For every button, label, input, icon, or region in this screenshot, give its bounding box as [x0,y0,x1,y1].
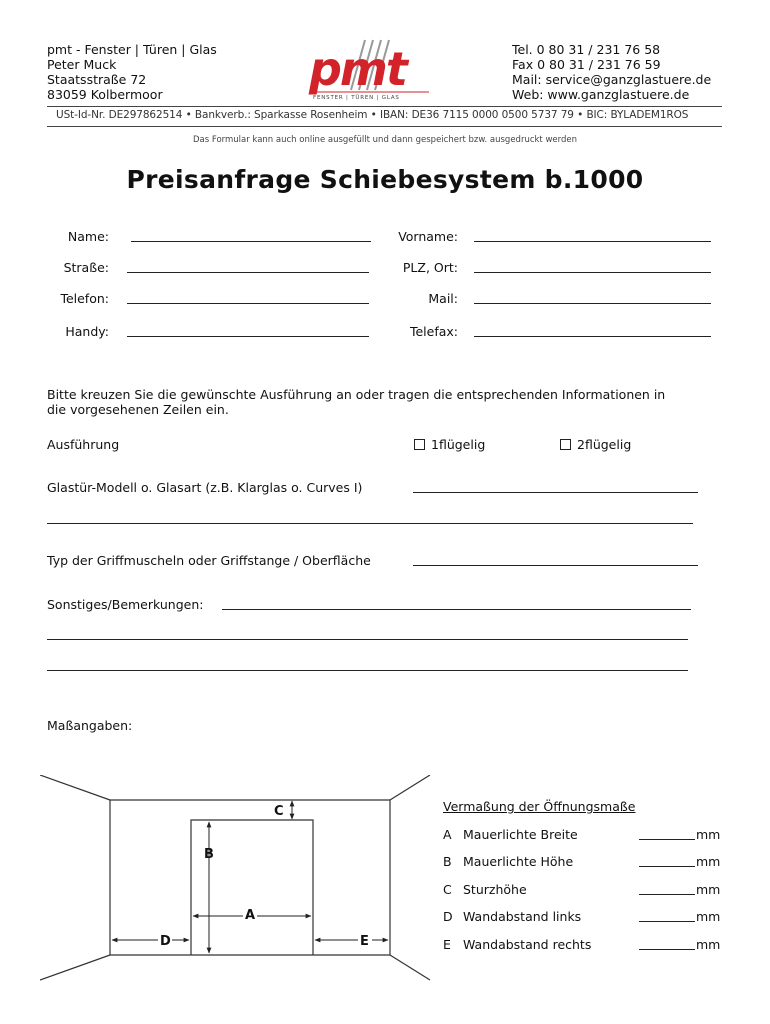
measurement-row-c [443,882,527,897]
diagram-label-e: E [360,934,369,949]
option-2fluegelig-label: 2flügelig [577,437,632,452]
remarks-field-1[interactable] [222,609,691,610]
company-address [47,42,217,102]
row-d-key: D [443,909,453,924]
measurements-title: Vermaßung der Öffnungsmaße [443,799,636,814]
diagram-label-d: D [160,934,171,949]
vorname-field[interactable] [474,241,711,242]
row-a-label: Mauerlichte Breite [463,827,578,842]
row-a-key: A [443,827,452,842]
measurement-row-b [443,854,573,869]
measurement-e-field[interactable] [639,949,695,950]
option-1fluegelig-label: 1flügelig [431,437,486,452]
handy-label: Handy: [65,324,109,339]
telefon-field[interactable] [127,303,369,304]
unit-e: mm [696,937,721,952]
name-label: Name: [67,229,109,244]
name-field[interactable] [131,241,371,242]
unit-d: mm [696,909,721,924]
unit-c: mm [696,882,721,897]
remarks-label: Sonstiges/Bemerkungen: [47,597,204,612]
measurement-d-field[interactable] [639,921,695,922]
row-e-key: E [443,937,451,952]
opening-diagram [40,775,445,985]
measurements-heading: Maßangaben: [47,718,133,733]
diagram-label-a: A [245,908,256,923]
handle-type-field[interactable] [413,565,698,566]
logo-tagline: FENSTER | TÜREN | GLAS [313,95,400,101]
header-divider-bottom [47,126,722,127]
handle-type-label: Typ der Griffmuscheln oder Griffstange / Oberfläche [47,553,371,568]
instructions-line-2: die vorgesehenen Zeilen ein. [47,402,229,417]
row-b-key: B [443,854,452,869]
telefon-label: Telefon: [60,291,109,306]
measurement-a-field[interactable] [639,839,695,840]
measurement-row-d [443,909,581,924]
strasse-field[interactable] [127,272,369,273]
fax: Fax 0 80 31 / 231 76 59 [512,57,661,72]
option-1fluegelig[interactable] [414,437,485,452]
form-note: Das Formular kann auch online ausgefüllt und dann gespeichert bzw. ausgedruckt werden [192,135,578,145]
instructions-line-1: Bitte kreuzen Sie die gewünschte Ausführung an oder tragen die entsprechenden Informationen in [47,387,666,402]
company-name: pmt - Fenster | Türen | Glas [47,42,217,57]
glass-model-label: Glastür-Modell o. Glasart (z.B. Klarglas o. Curves I) [47,480,363,495]
row-d-label: Wandabstand links [463,909,582,924]
logo-graphic [305,38,435,102]
street: Staatsstraße 72 [47,72,147,87]
plz-ort-label: PLZ, Ort: [402,260,458,275]
email: Mail: service@ganzglastuere.de [512,72,712,87]
remarks-field-3[interactable] [47,670,688,671]
diagram-label-c: C [274,804,284,819]
mail-label: Mail: [428,291,458,306]
mail-field[interactable] [474,303,711,304]
unit-a: mm [696,827,721,842]
contact-info [512,42,711,102]
remarks-field-2[interactable] [47,639,688,640]
owner-name: Peter Muck [47,57,117,72]
telefax-label: Telefax: [409,324,458,339]
option-2fluegelig[interactable] [560,437,631,452]
row-b-label: Mauerlichte Höhe [463,854,574,869]
plz-ort-field[interactable] [474,272,711,273]
row-e-label: Wandabstand rechts [463,937,592,952]
measurement-row-a [443,827,578,842]
row-c-key: C [443,882,452,897]
measurement-row-e [443,937,591,952]
checkbox-2fluegelig[interactable] [560,439,571,450]
logo-text: pmt [309,42,406,96]
vorname-label: Vorname: [398,229,458,244]
unit-b: mm [696,854,721,869]
handy-field[interactable] [127,336,369,337]
telefax-field[interactable] [474,336,711,337]
glass-model-field[interactable] [413,492,698,493]
ausfuehrung-label: Ausführung [47,437,120,452]
diagram-label-b: B [204,847,214,862]
measurement-c-field[interactable] [639,894,695,895]
website: Web: www.ganzglastuere.de [512,87,690,102]
city: 83059 Kolbermoor [47,87,163,102]
page-title: Preisanfrage Schiebesystem b.1000 [126,165,644,194]
header-divider-top [47,106,722,107]
company-logo [305,38,435,102]
bank-details: USt-Id-Nr. DE297862514 • Bankverb.: Sparkasse Rosenheim • IBAN: DE36 7115 0000 0500 5737 79 • BIC: BYLADEM1ROS [56,109,689,121]
row-c-label: Sturzhöhe [463,882,527,897]
strasse-label: Straße: [63,260,109,275]
phone: Tel. 0 80 31 / 231 76 58 [512,42,661,57]
glass-model-field-extra[interactable] [47,523,693,524]
checkbox-1fluegelig[interactable] [414,439,425,450]
measurement-b-field[interactable] [639,866,695,867]
